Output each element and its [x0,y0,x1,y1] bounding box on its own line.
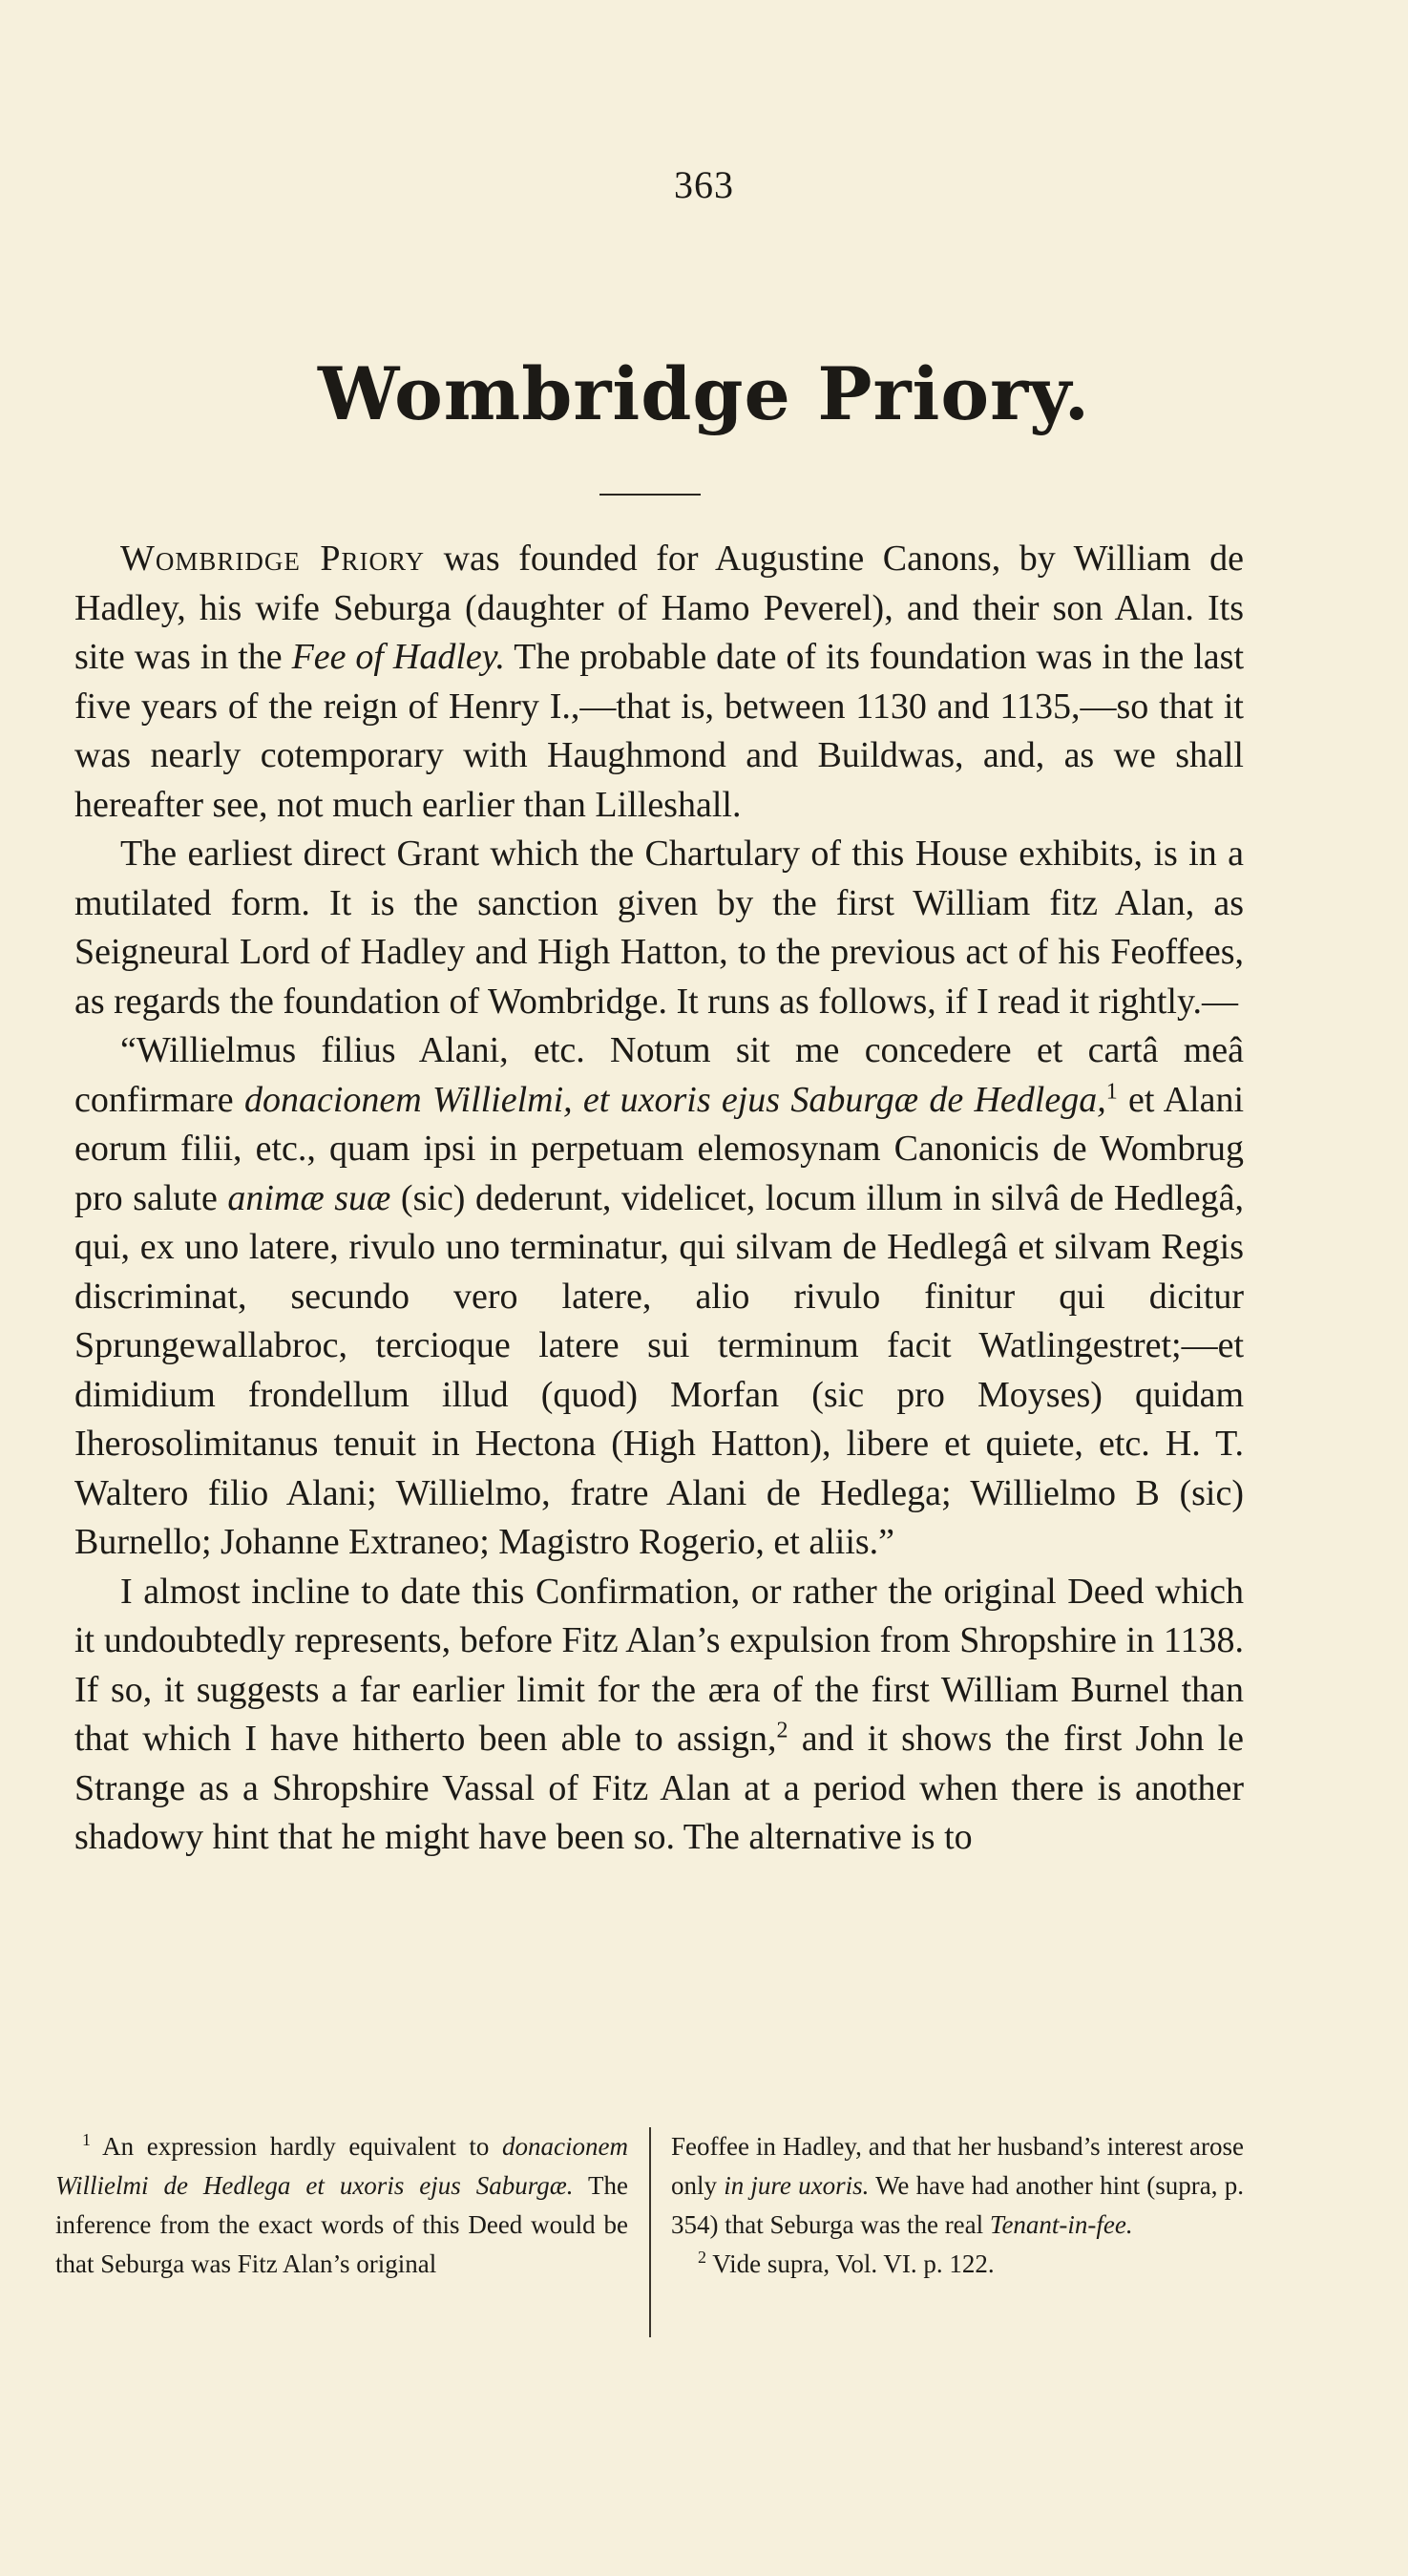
text-run: (sic) dederunt, videlicet, locum illum in silvâ de Hedlegâ, qui, ex uno latere, rivulo uno terminatur, qui silvam de Hedlegâ et silvam Regis discriminat, secundo vero latere, alio rivulo finitur qui dicitur Sprungewallabroc, tercioque latere sui terminum facit Watlingestret;—et dimidium frondellum illud (quod) Morfan (sic pro Moyses) quidam Iherosolimitanus tenuit in Hectona (High Hatton), libere et quiete, etc. H. T. Waltero filio Alani; Willielmo, fratre Alani de Hedlega; Willielmo B (sic) Burnello; Johanne Extraneo; Magistro Rogerio, et aliis.” [74,1177,1244,1562]
italic-run: donacionem Willielmi de Hedlega et uxoris ejus Saburgæ. [55,2132,628,2200]
footnote-ref-1[interactable]: 1 [1105,1078,1118,1104]
paragraph-4 [74,1568,1244,1863]
italic-run: in jure uxoris. [724,2171,870,2200]
text-run: et Alani eorum filii, etc., quam ipsi in perpetuam elemosynam Canonicis de Wombrug pro salute [74,1079,1244,1218]
footnote-number: 2 [698,2248,706,2267]
footnote-column-left [55,2127,628,2284]
footnote-number: 1 [82,2130,91,2149]
footnote-column-divider [649,2127,651,2337]
paragraph-3-charter-quote [74,1026,1244,1568]
text-run: “Willielmus filius Alani, etc. Notum sit me concedere et cartâ meâ confirmare [74,1030,1244,1120]
paragraph-2: The earliest direct Grant which the Chartulary of this House exhibits, is in a mutilated form. It is the sanction given by the first William fitz Alan, as Seigneural Lord of Hadley and High Hatton, to the previous act of his Feoffees, as regards the foundation of Wombridge. It runs as follows, if I read it rightly.— [74,834,1244,1022]
text-run: The inference from the exact words of this Deed would be that Seburga was Fitz Alan’s original [55,2171,628,2278]
footnote-1 [55,2127,628,2284]
footnotes [55,2127,1244,2366]
page-number: 363 [674,163,734,206]
text-run: The probable date of its foundation was in the last five years of the reign of Henry I.,—that is, between 1130 and 1135,—so that it was nearly cotemporary with Haughmond and Buildwas, and, as we shall hereafter see, not much earlier than Lilleshall. [74,637,1244,825]
main-text [74,535,1244,1863]
footnote-column-right [671,2127,1244,2284]
priory-name-smallcaps: Wombridge Priory [120,538,426,579]
italic-run: Fee of Hadley. [291,637,506,677]
footnote-2 [671,2245,1244,2284]
text-run: An expression hardly equivalent to [91,2132,503,2161]
italic-run: donacionem Willielmi, et uxoris ejus Saburgæ de Hedlega, [243,1079,1106,1120]
paragraph-1 [74,535,1244,830]
chapter-title: Wombridge Priory. [317,351,1091,436]
text-run: I almost incline to date this Confirmation, or rather the original Deed which it undoubtedly represents, before Fitz Alan’s expulsion from Shropshire in 1138. If so, it suggests a far earlier limit for the æra of the first William Burnel than that which I have hitherto been able to assign, [74,1571,1244,1759]
text-run: was founded for Augustine Canons, by William de Hadley, his wife Seburga (daughter of Hamo Peverel), and their son Alan. Its site was in the [74,538,1244,677]
text-run: and it shows the first John le Strange as a Shropshire Vassal of Fitz Alan at a period when there is another shadowy hint that he might have been so. The alternative is to [74,1719,1244,1857]
italic-run: animæ suæ [227,1177,391,1218]
italic-run: Tenant-in-fee. [989,2210,1133,2239]
text-run: We have had another hint (supra, p. 354) that Seburga was the real [671,2171,1244,2239]
title-divider [599,494,701,496]
footnote-ref-2[interactable]: 2 [776,1718,788,1743]
text-run: Vide supra, Vol. VI. p. 122. [706,2249,995,2278]
text-run: Feoffee in Hadley, and that her husband’s interest arose only [671,2132,1244,2200]
footnote-1-continued [671,2127,1244,2245]
